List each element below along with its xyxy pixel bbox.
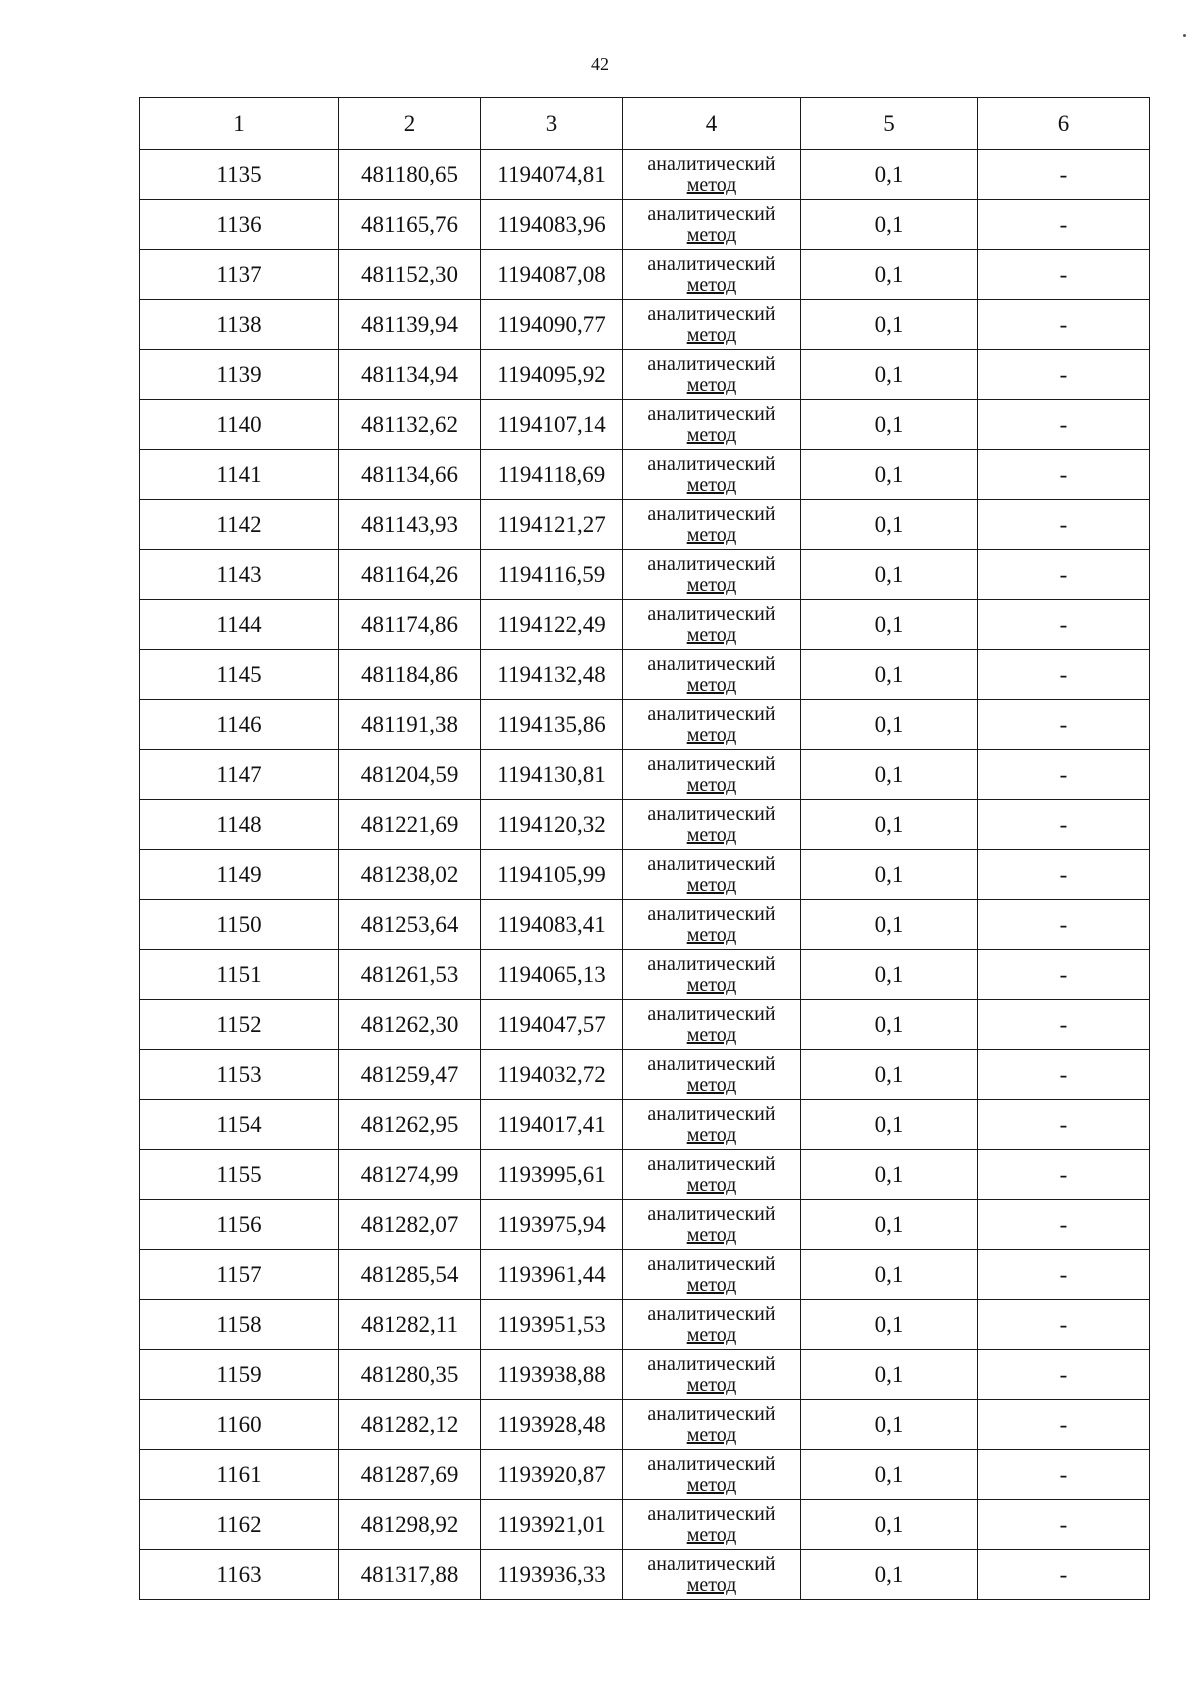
column-header-5: 5 xyxy=(801,98,978,150)
method-line-2: метод xyxy=(686,873,737,896)
point-number-cell: 1145 xyxy=(140,650,339,700)
method-cell xyxy=(623,1250,801,1300)
method-cell xyxy=(623,400,801,450)
y-coordinate-cell: 1194065,13 xyxy=(481,950,623,1000)
point-number-cell: 1146 xyxy=(140,700,339,750)
point-number-cell: 1152 xyxy=(140,1000,339,1050)
y-coordinate-cell: 1194116,59 xyxy=(481,550,623,600)
x-coordinate-cell: 481184,86 xyxy=(339,650,481,700)
y-coordinate-cell: 1193961,44 xyxy=(481,1250,623,1300)
table-row xyxy=(140,750,1150,800)
method-line-1: аналитический xyxy=(647,252,776,275)
point-number-cell: 1163 xyxy=(140,1550,339,1600)
x-coordinate-cell: 481221,69 xyxy=(339,800,481,850)
method-line-2: метод xyxy=(686,773,737,796)
x-coordinate-cell: 481287,69 xyxy=(339,1450,481,1500)
point-number-cell: 1162 xyxy=(140,1500,339,1550)
x-coordinate-cell: 481143,93 xyxy=(339,500,481,550)
y-coordinate-cell: 1194047,57 xyxy=(481,1000,623,1050)
x-coordinate-cell: 481282,11 xyxy=(339,1300,481,1350)
precision-cell: 0,1 xyxy=(801,700,978,750)
point-number-cell: 1149 xyxy=(140,850,339,900)
note-cell: - xyxy=(978,250,1150,300)
method-line-2: метод xyxy=(686,473,737,496)
table-row xyxy=(140,450,1150,500)
method-cell xyxy=(623,1550,801,1600)
note-cell: - xyxy=(978,450,1150,500)
method-line-1: аналитический xyxy=(647,1052,776,1075)
method-cell xyxy=(623,900,801,950)
method-line-1: аналитический xyxy=(647,602,776,625)
x-coordinate-cell: 481191,38 xyxy=(339,700,481,750)
y-coordinate-cell: 1194118,69 xyxy=(481,450,623,500)
method-line-1: аналитический xyxy=(647,1002,776,1025)
method-cell xyxy=(623,250,801,300)
note-cell: - xyxy=(978,500,1150,550)
precision-cell: 0,1 xyxy=(801,1050,978,1100)
method-cell xyxy=(623,650,801,700)
table-row xyxy=(140,200,1150,250)
y-coordinate-cell: 1194120,32 xyxy=(481,800,623,850)
x-coordinate-cell: 481174,86 xyxy=(339,600,481,650)
x-coordinate-cell: 481164,26 xyxy=(339,550,481,600)
scan-speck xyxy=(1183,34,1186,37)
table-row xyxy=(140,1450,1150,1500)
table-row xyxy=(140,1100,1150,1150)
method-cell xyxy=(623,850,801,900)
precision-cell: 0,1 xyxy=(801,550,978,600)
method-line-2: метод xyxy=(686,373,737,396)
precision-cell: 0,1 xyxy=(801,1100,978,1150)
method-line-1: аналитический xyxy=(647,1452,776,1475)
y-coordinate-cell: 1194105,99 xyxy=(481,850,623,900)
table-row xyxy=(140,900,1150,950)
table-header-row xyxy=(140,98,1150,150)
y-coordinate-cell: 1193921,01 xyxy=(481,1500,623,1550)
table-body xyxy=(140,150,1150,1600)
page-number: 42 xyxy=(591,54,609,74)
method-line-2: метод xyxy=(686,973,737,996)
table-row xyxy=(140,1300,1150,1350)
method-line-1: аналитический xyxy=(647,202,776,225)
note-cell: - xyxy=(978,550,1150,600)
x-coordinate-cell: 481165,76 xyxy=(339,200,481,250)
note-cell: - xyxy=(978,1300,1150,1350)
note-cell: - xyxy=(978,1100,1150,1150)
method-line-2: метод xyxy=(686,323,737,346)
column-header-1: 1 xyxy=(140,98,339,150)
method-cell xyxy=(623,1500,801,1550)
y-coordinate-cell: 1193936,33 xyxy=(481,1550,623,1600)
method-cell xyxy=(623,500,801,550)
method-line-2: метод xyxy=(686,1273,737,1296)
method-line-2: метод xyxy=(686,423,737,446)
method-line-2: метод xyxy=(686,1073,737,1096)
point-number-cell: 1158 xyxy=(140,1300,339,1350)
method-cell xyxy=(623,150,801,200)
table-row xyxy=(140,1150,1150,1200)
table-row xyxy=(140,600,1150,650)
method-line-1: аналитический xyxy=(647,802,776,825)
coordinates-table xyxy=(139,97,1150,1600)
point-number-cell: 1136 xyxy=(140,200,339,250)
point-number-cell: 1143 xyxy=(140,550,339,600)
table-row xyxy=(140,250,1150,300)
method-cell xyxy=(623,550,801,600)
table-row xyxy=(140,1050,1150,1100)
table-row xyxy=(140,300,1150,350)
method-line-1: аналитический xyxy=(647,1502,776,1525)
column-header-6: 6 xyxy=(978,98,1150,150)
x-coordinate-cell: 481261,53 xyxy=(339,950,481,1000)
y-coordinate-cell: 1193928,48 xyxy=(481,1400,623,1450)
y-coordinate-cell: 1194135,86 xyxy=(481,700,623,750)
x-coordinate-cell: 481262,30 xyxy=(339,1000,481,1050)
point-number-cell: 1150 xyxy=(140,900,339,950)
method-line-1: аналитический xyxy=(647,1202,776,1225)
x-coordinate-cell: 481139,94 xyxy=(339,300,481,350)
note-cell: - xyxy=(978,350,1150,400)
note-cell: - xyxy=(978,1500,1150,1550)
point-number-cell: 1155 xyxy=(140,1150,339,1200)
method-line-2: метод xyxy=(686,1373,737,1396)
method-cell xyxy=(623,1350,801,1400)
table-row xyxy=(140,1250,1150,1300)
table-row xyxy=(140,650,1150,700)
method-line-2: метод xyxy=(686,823,737,846)
point-number-cell: 1153 xyxy=(140,1050,339,1100)
precision-cell: 0,1 xyxy=(801,850,978,900)
method-line-2: метод xyxy=(686,1423,737,1446)
method-line-2: метод xyxy=(686,173,737,196)
method-line-1: аналитический xyxy=(647,902,776,925)
table-row xyxy=(140,1000,1150,1050)
note-cell: - xyxy=(978,650,1150,700)
y-coordinate-cell: 1194132,48 xyxy=(481,650,623,700)
note-cell: - xyxy=(978,150,1150,200)
note-cell: - xyxy=(978,900,1150,950)
column-header-2: 2 xyxy=(339,98,481,150)
x-coordinate-cell: 481132,62 xyxy=(339,400,481,450)
method-line-2: метод xyxy=(686,573,737,596)
y-coordinate-cell: 1194032,72 xyxy=(481,1050,623,1100)
precision-cell: 0,1 xyxy=(801,900,978,950)
precision-cell: 0,1 xyxy=(801,600,978,650)
method-line-1: аналитический xyxy=(647,302,776,325)
y-coordinate-cell: 1194121,27 xyxy=(481,500,623,550)
y-coordinate-cell: 1194095,92 xyxy=(481,350,623,400)
method-line-1: аналитический xyxy=(647,352,776,375)
y-coordinate-cell: 1194017,41 xyxy=(481,1100,623,1150)
method-cell xyxy=(623,1150,801,1200)
note-cell: - xyxy=(978,1150,1150,1200)
precision-cell: 0,1 xyxy=(801,750,978,800)
method-cell xyxy=(623,1200,801,1250)
point-number-cell: 1137 xyxy=(140,250,339,300)
method-line-1: аналитический xyxy=(647,552,776,575)
x-coordinate-cell: 481134,94 xyxy=(339,350,481,400)
method-cell xyxy=(623,450,801,500)
y-coordinate-cell: 1193951,53 xyxy=(481,1300,623,1350)
table-row xyxy=(140,500,1150,550)
note-cell: - xyxy=(978,750,1150,800)
x-coordinate-cell: 481259,47 xyxy=(339,1050,481,1100)
column-header-3: 3 xyxy=(481,98,623,150)
method-cell xyxy=(623,1100,801,1150)
precision-cell: 0,1 xyxy=(801,1450,978,1500)
note-cell: - xyxy=(978,1000,1150,1050)
point-number-cell: 1140 xyxy=(140,400,339,450)
method-cell xyxy=(623,1300,801,1350)
note-cell: - xyxy=(978,400,1150,450)
method-line-1: аналитический xyxy=(647,452,776,475)
method-line-2: метод xyxy=(686,523,737,546)
precision-cell: 0,1 xyxy=(801,1400,978,1450)
x-coordinate-cell: 481204,59 xyxy=(339,750,481,800)
point-number-cell: 1151 xyxy=(140,950,339,1000)
y-coordinate-cell: 1194107,14 xyxy=(481,400,623,450)
method-line-2: метод xyxy=(686,923,737,946)
method-line-1: аналитический xyxy=(647,1252,776,1275)
precision-cell: 0,1 xyxy=(801,1500,978,1550)
table-row xyxy=(140,1350,1150,1400)
point-number-cell: 1148 xyxy=(140,800,339,850)
method-cell xyxy=(623,300,801,350)
point-number-cell: 1156 xyxy=(140,1200,339,1250)
method-line-1: аналитический xyxy=(647,1152,776,1175)
point-number-cell: 1141 xyxy=(140,450,339,500)
x-coordinate-cell: 481285,54 xyxy=(339,1250,481,1300)
table-row xyxy=(140,1200,1150,1250)
point-number-cell: 1139 xyxy=(140,350,339,400)
note-cell: - xyxy=(978,800,1150,850)
note-cell: - xyxy=(978,850,1150,900)
precision-cell: 0,1 xyxy=(801,350,978,400)
table-row xyxy=(140,1400,1150,1450)
y-coordinate-cell: 1193938,88 xyxy=(481,1350,623,1400)
method-line-1: аналитический xyxy=(647,952,776,975)
y-coordinate-cell: 1193975,94 xyxy=(481,1200,623,1250)
y-coordinate-cell: 1194130,81 xyxy=(481,750,623,800)
note-cell: - xyxy=(978,1200,1150,1250)
method-cell xyxy=(623,600,801,650)
note-cell: - xyxy=(978,600,1150,650)
table-row xyxy=(140,350,1150,400)
precision-cell: 0,1 xyxy=(801,450,978,500)
method-line-2: метод xyxy=(686,1173,737,1196)
method-line-1: аналитический xyxy=(647,502,776,525)
precision-cell: 0,1 xyxy=(801,1200,978,1250)
method-line-1: аналитический xyxy=(647,1352,776,1375)
x-coordinate-cell: 481298,92 xyxy=(339,1500,481,1550)
table-row xyxy=(140,950,1150,1000)
x-coordinate-cell: 481274,99 xyxy=(339,1150,481,1200)
method-line-2: метод xyxy=(686,1223,737,1246)
y-coordinate-cell: 1193920,87 xyxy=(481,1450,623,1500)
table-row xyxy=(140,150,1150,200)
precision-cell: 0,1 xyxy=(801,1350,978,1400)
method-cell xyxy=(623,200,801,250)
y-coordinate-cell: 1194122,49 xyxy=(481,600,623,650)
method-cell xyxy=(623,750,801,800)
method-line-1: аналитический xyxy=(647,1552,776,1575)
note-cell: - xyxy=(978,300,1150,350)
point-number-cell: 1157 xyxy=(140,1250,339,1300)
precision-cell: 0,1 xyxy=(801,650,978,700)
method-cell xyxy=(623,950,801,1000)
x-coordinate-cell: 481317,88 xyxy=(339,1550,481,1600)
note-cell: - xyxy=(978,1350,1150,1400)
precision-cell: 0,1 xyxy=(801,1150,978,1200)
table-row xyxy=(140,1550,1150,1600)
precision-cell: 0,1 xyxy=(801,400,978,450)
method-line-2: метод xyxy=(686,1123,737,1146)
method-line-2: метод xyxy=(686,223,737,246)
y-coordinate-cell: 1194083,41 xyxy=(481,900,623,950)
method-line-1: аналитический xyxy=(647,652,776,675)
point-number-cell: 1138 xyxy=(140,300,339,350)
method-line-2: метод xyxy=(686,1573,737,1596)
method-line-1: аналитический xyxy=(647,402,776,425)
note-cell: - xyxy=(978,700,1150,750)
table-row xyxy=(140,850,1150,900)
x-coordinate-cell: 481180,65 xyxy=(339,150,481,200)
x-coordinate-cell: 481262,95 xyxy=(339,1100,481,1150)
note-cell: - xyxy=(978,1050,1150,1100)
point-number-cell: 1154 xyxy=(140,1100,339,1150)
method-line-1: аналитический xyxy=(647,702,776,725)
y-coordinate-cell: 1193995,61 xyxy=(481,1150,623,1200)
method-line-2: метод xyxy=(686,723,737,746)
table-row xyxy=(140,1500,1150,1550)
method-line-1: аналитический xyxy=(647,1102,776,1125)
point-number-cell: 1160 xyxy=(140,1400,339,1450)
precision-cell: 0,1 xyxy=(801,200,978,250)
method-line-1: аналитический xyxy=(647,752,776,775)
y-coordinate-cell: 1194074,81 xyxy=(481,150,623,200)
point-number-cell: 1147 xyxy=(140,750,339,800)
method-line-2: метод xyxy=(686,1473,737,1496)
precision-cell: 0,1 xyxy=(801,1300,978,1350)
method-cell xyxy=(623,1400,801,1450)
method-line-1: аналитический xyxy=(647,1402,776,1425)
x-coordinate-cell: 481238,02 xyxy=(339,850,481,900)
method-line-1: аналитический xyxy=(647,852,776,875)
precision-cell: 0,1 xyxy=(801,1250,978,1300)
precision-cell: 0,1 xyxy=(801,1550,978,1600)
method-line-1: аналитический xyxy=(647,1302,776,1325)
column-header-4: 4 xyxy=(623,98,801,150)
y-coordinate-cell: 1194090,77 xyxy=(481,300,623,350)
x-coordinate-cell: 481282,07 xyxy=(339,1200,481,1250)
method-cell xyxy=(623,1000,801,1050)
method-line-2: метод xyxy=(686,273,737,296)
method-line-2: метод xyxy=(686,1523,737,1546)
x-coordinate-cell: 481152,30 xyxy=(339,250,481,300)
point-number-cell: 1161 xyxy=(140,1450,339,1500)
table-row xyxy=(140,800,1150,850)
note-cell: - xyxy=(978,1450,1150,1500)
method-line-2: метод xyxy=(686,1323,737,1346)
precision-cell: 0,1 xyxy=(801,150,978,200)
y-coordinate-cell: 1194083,96 xyxy=(481,200,623,250)
method-cell xyxy=(623,800,801,850)
method-cell xyxy=(623,700,801,750)
point-number-cell: 1135 xyxy=(140,150,339,200)
point-number-cell: 1144 xyxy=(140,600,339,650)
y-coordinate-cell: 1194087,08 xyxy=(481,250,623,300)
x-coordinate-cell: 481253,64 xyxy=(339,900,481,950)
note-cell: - xyxy=(978,950,1150,1000)
method-line-1: аналитический xyxy=(647,152,776,175)
point-number-cell: 1142 xyxy=(140,500,339,550)
note-cell: - xyxy=(978,200,1150,250)
precision-cell: 0,1 xyxy=(801,950,978,1000)
method-line-2: метод xyxy=(686,673,737,696)
table-row xyxy=(140,400,1150,450)
method-line-2: метод xyxy=(686,623,737,646)
precision-cell: 0,1 xyxy=(801,300,978,350)
precision-cell: 0,1 xyxy=(801,250,978,300)
x-coordinate-cell: 481280,35 xyxy=(339,1350,481,1400)
x-coordinate-cell: 481282,12 xyxy=(339,1400,481,1450)
x-coordinate-cell: 481134,66 xyxy=(339,450,481,500)
precision-cell: 0,1 xyxy=(801,1000,978,1050)
table-row xyxy=(140,700,1150,750)
note-cell: - xyxy=(978,1400,1150,1450)
method-cell xyxy=(623,1450,801,1500)
precision-cell: 0,1 xyxy=(801,500,978,550)
method-cell xyxy=(623,350,801,400)
point-number-cell: 1159 xyxy=(140,1350,339,1400)
table-row xyxy=(140,550,1150,600)
method-line-2: метод xyxy=(686,1023,737,1046)
note-cell: - xyxy=(978,1250,1150,1300)
note-cell: - xyxy=(978,1550,1150,1600)
precision-cell: 0,1 xyxy=(801,800,978,850)
method-cell xyxy=(623,1050,801,1100)
